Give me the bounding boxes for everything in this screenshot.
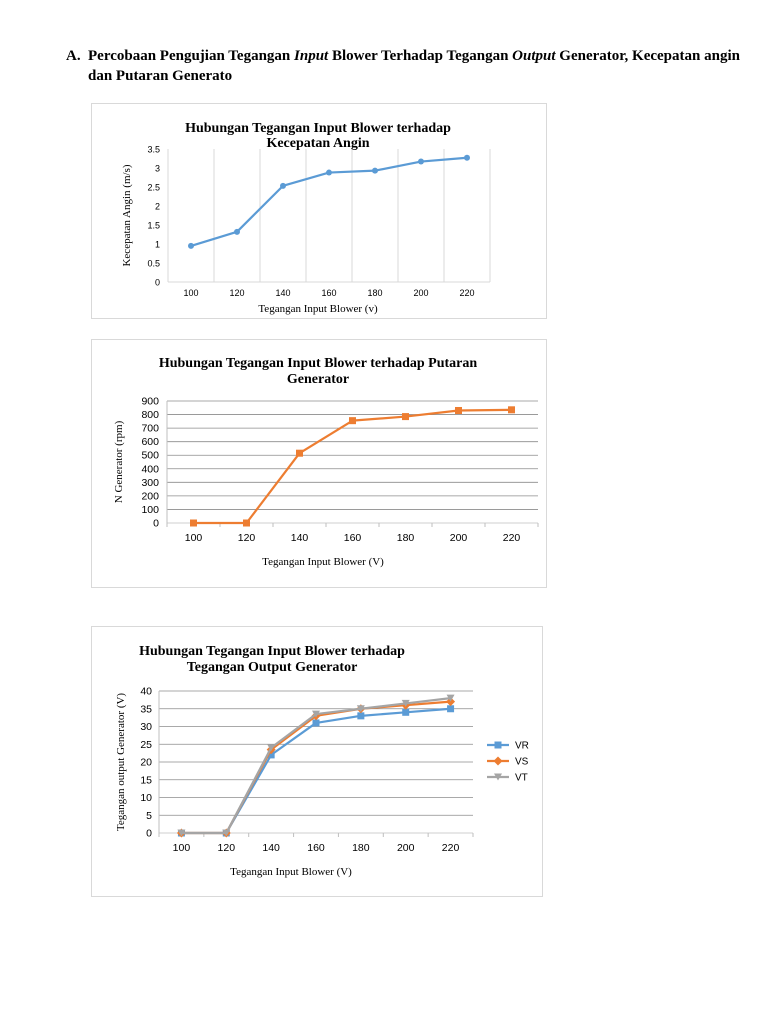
legend-marker-VS bbox=[494, 757, 503, 766]
data-point bbox=[188, 243, 194, 249]
x-tick-label: 180 bbox=[367, 288, 383, 298]
chart-wind-speed bbox=[91, 103, 547, 319]
y-tick-label: 100 bbox=[141, 503, 159, 516]
data-point bbox=[234, 229, 240, 235]
heading-text-part-3: Output bbox=[512, 48, 556, 64]
x-tick-label: 200 bbox=[413, 288, 429, 298]
y-tick-label: 20 bbox=[140, 756, 152, 769]
data-point bbox=[349, 417, 356, 424]
y-tick-label: 200 bbox=[141, 490, 159, 503]
y-tick-label: 600 bbox=[141, 436, 159, 449]
chart-generator-rpm-svg bbox=[92, 340, 548, 589]
data-point bbox=[464, 155, 470, 161]
y-tick-label: 3 bbox=[154, 163, 160, 174]
y-tick-label: 900 bbox=[141, 395, 159, 408]
y-tick-label: 2.5 bbox=[147, 182, 160, 193]
x-tick-label: 180 bbox=[396, 532, 415, 544]
data-point bbox=[243, 520, 250, 527]
data-point bbox=[357, 712, 364, 719]
series-line-VR bbox=[181, 709, 450, 833]
x-tick-label: 160 bbox=[321, 288, 337, 298]
x-tick-label: 220 bbox=[502, 532, 521, 544]
y-tick-label: 35 bbox=[140, 703, 152, 716]
x-tick-label: 200 bbox=[449, 532, 468, 544]
chart-output-voltage-svg bbox=[92, 627, 544, 898]
section-number: A. bbox=[66, 48, 81, 64]
y-axis-label: N Generator (rpm) bbox=[113, 420, 125, 504]
y-axis-label: Tegangan output Generator (V) bbox=[115, 692, 127, 832]
y-tick-label: 400 bbox=[141, 463, 159, 476]
legend-label-VR: VR bbox=[515, 740, 529, 752]
section-heading-text bbox=[88, 46, 756, 86]
heading-text-part-2: Blower Terhadap Tegangan bbox=[328, 48, 513, 64]
y-tick-label: 10 bbox=[140, 792, 152, 804]
y-tick-label: 25 bbox=[140, 738, 152, 751]
x-tick-label: 140 bbox=[262, 842, 280, 854]
chart-generator-rpm bbox=[91, 339, 547, 588]
x-tick-label: 120 bbox=[217, 842, 236, 854]
chart-title-line-0: Hubungan Tegangan Input Blower terhadap Putaran bbox=[158, 356, 478, 371]
chart-title-line-1: Tegangan Output Generator bbox=[186, 660, 358, 675]
x-tick-label: 120 bbox=[229, 288, 245, 298]
chart-title-line-1: Kecepatan Angin bbox=[266, 136, 370, 151]
legend-marker-VR bbox=[495, 742, 502, 749]
x-tick-label: 160 bbox=[307, 842, 325, 854]
y-tick-label: 15 bbox=[140, 774, 152, 787]
y-tick-label: 30 bbox=[140, 721, 152, 733]
y-tick-label: 0 bbox=[154, 277, 160, 288]
chart-title-line-1: Generator bbox=[286, 372, 350, 387]
y-tick-label: 3.5 bbox=[147, 144, 160, 155]
chart-wind-speed-svg bbox=[92, 104, 548, 320]
x-tick-label: 160 bbox=[343, 532, 362, 544]
data-point bbox=[508, 406, 515, 413]
chart-title-line-0: Hubungan Tegangan Input Blower terhadap bbox=[139, 644, 405, 659]
series-line-0 bbox=[194, 410, 512, 523]
x-tick-label: 140 bbox=[275, 288, 291, 298]
chart-title-line-0: Hubungan Tegangan Input Blower terhadap bbox=[185, 121, 451, 136]
data-point bbox=[313, 719, 320, 726]
x-tick-label: 100 bbox=[172, 842, 191, 854]
x-tick-label: 100 bbox=[183, 288, 199, 298]
data-point bbox=[418, 159, 424, 165]
legend-label-VT: VT bbox=[515, 772, 528, 784]
x-axis-label: Tegangan Input Blower (V) bbox=[262, 556, 384, 568]
data-point bbox=[455, 407, 462, 414]
data-point bbox=[190, 520, 197, 527]
y-tick-label: 5 bbox=[146, 809, 152, 822]
y-tick-label: 800 bbox=[141, 409, 159, 422]
x-tick-label: 220 bbox=[441, 842, 460, 854]
x-axis-label: Tegangan Input Blower (V) bbox=[230, 866, 352, 878]
y-tick-label: 40 bbox=[140, 685, 152, 698]
y-tick-label: 0.5 bbox=[147, 258, 160, 269]
y-tick-label: 0 bbox=[153, 517, 159, 530]
data-point bbox=[296, 450, 303, 457]
x-axis-label: Tegangan Input Blower (v) bbox=[258, 303, 378, 315]
data-point bbox=[402, 709, 409, 716]
y-tick-label: 700 bbox=[141, 422, 159, 435]
chart-output-voltage bbox=[91, 626, 543, 897]
y-tick-label: 0 bbox=[146, 827, 152, 840]
x-tick-label: 120 bbox=[237, 532, 256, 544]
heading-text-part-0: Percobaan Pengujian Tegangan bbox=[88, 48, 295, 64]
y-axis-label: Kecepatan Angin (m/s) bbox=[121, 164, 133, 267]
y-tick-label: 1 bbox=[154, 239, 160, 250]
x-tick-label: 180 bbox=[352, 842, 370, 854]
heading-text-part-1: Input bbox=[294, 48, 329, 64]
x-tick-label: 100 bbox=[184, 532, 203, 544]
legend-label-VS: VS bbox=[515, 756, 529, 768]
data-point bbox=[402, 413, 409, 420]
heading-text-part-4: Generator, Kecepatan angin dan Putaran Generato bbox=[88, 48, 740, 84]
x-tick-label: 220 bbox=[459, 288, 475, 298]
x-tick-label: 140 bbox=[290, 532, 309, 544]
x-tick-label: 200 bbox=[396, 842, 415, 854]
data-point bbox=[372, 168, 378, 174]
data-point bbox=[326, 170, 332, 176]
data-point bbox=[447, 705, 454, 712]
y-tick-label: 1.5 bbox=[147, 220, 160, 231]
data-point bbox=[280, 183, 286, 189]
y-tick-label: 500 bbox=[141, 449, 159, 462]
y-tick-label: 300 bbox=[141, 476, 159, 489]
y-tick-label: 2 bbox=[154, 201, 160, 212]
